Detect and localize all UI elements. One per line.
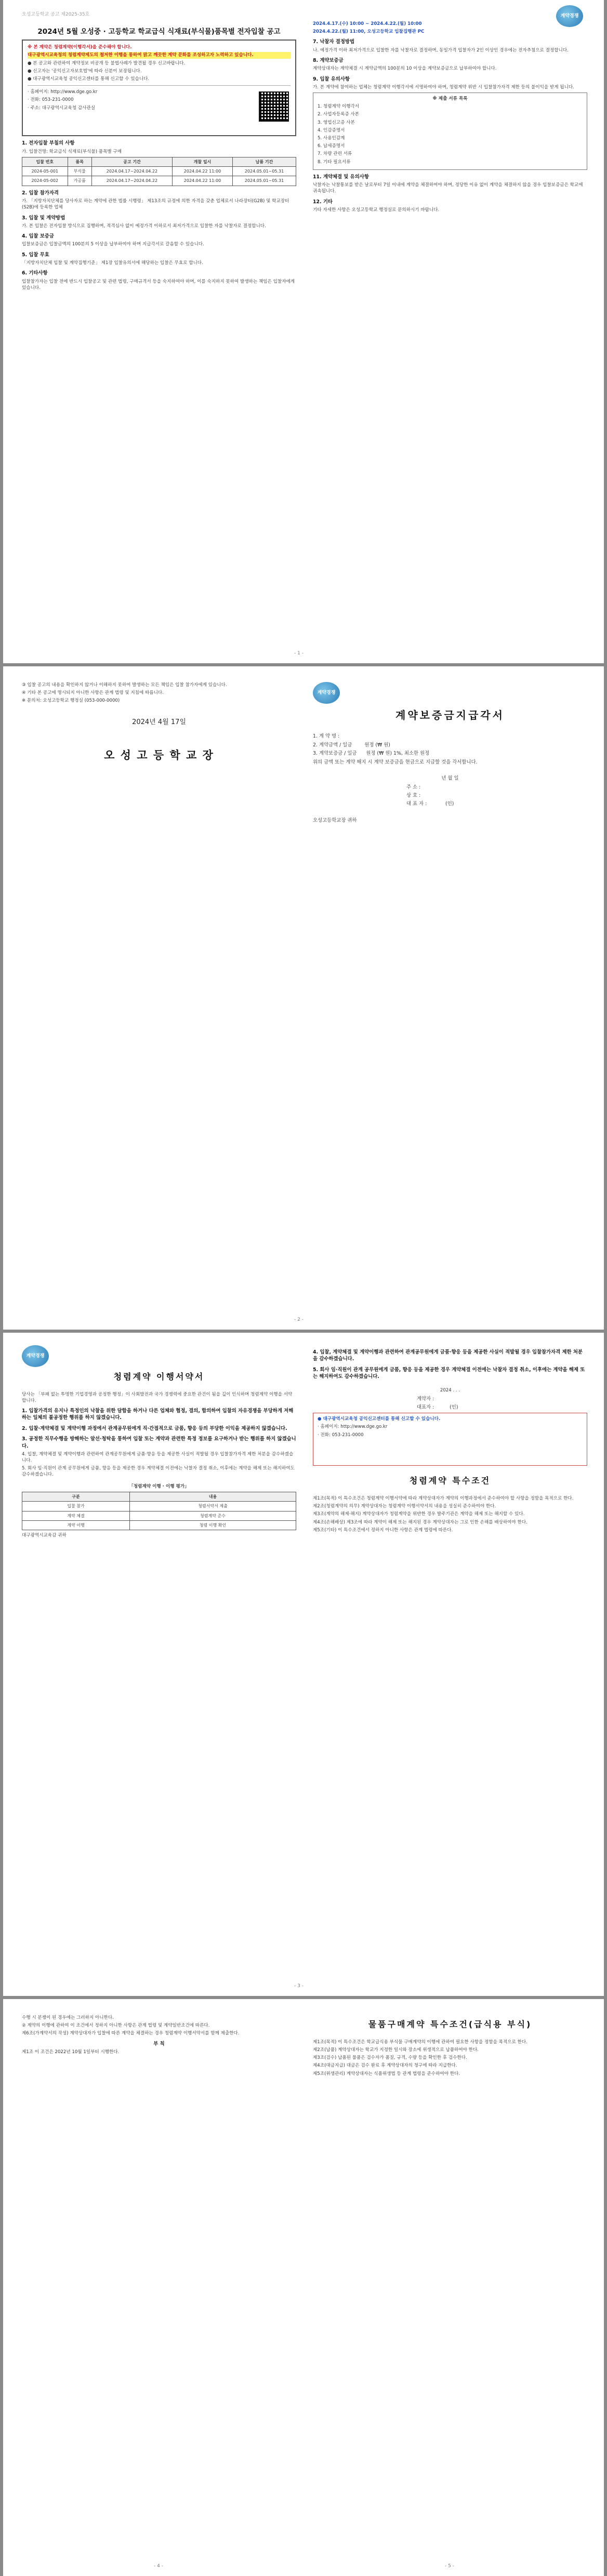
pledge-item-4-cont: 4. 입찰, 계약체결 및 계약이행과 관련하여 관계공무원에게 금품·향응 등을 제공한 사실이 적발될 경우 입찰참가자격 제한 처분을 감수하겠습니다.: [313, 1349, 583, 1362]
left-column: [22, 2015, 296, 2057]
notice-footer-1: · 홈페이지: http://www.dge.go.kr: [28, 89, 98, 95]
pledge-item-3: 3. 공정한 직무수행을 방해하는 알선·청탁을 통하여 입찰 또는 계약과 관련한 특정 정보를 요구하거나 받는 행위를 하지 않겠습니다.: [22, 1436, 296, 1449]
schedule-opening: 2024.4.22.(월) 11:00, 오성고등학교 입찰집행관 PC: [313, 29, 425, 35]
notice-page-4: [3, 1999, 604, 2576]
sign-address: 주 소 :: [406, 784, 421, 790]
pledge-date: 2024 . . .: [440, 1388, 460, 1394]
page-number: - 3 -: [294, 1983, 304, 1989]
pledge-representative: 대표자 : (인): [417, 1404, 458, 1410]
table-row: [22, 1502, 296, 1511]
sign-company: 상 호 :: [406, 793, 421, 799]
page-number-right: - 5 -: [445, 2564, 454, 2569]
contact-text: ※ 문의처: 오성고등학교 행정실 (053-000-0000): [22, 698, 120, 704]
required-docs-box: [313, 93, 587, 170]
addendum-title: 부 칙: [153, 2041, 165, 2047]
guarantee-body: 위의 금액 또는 계약 해지 시 계약 보증금을 현금으로 지급할 것을 각서합니다.: [313, 759, 478, 766]
left-text-2: ② 계약의 이행에 관하여 이 조건에서 정하지 아니한 사항은 관계 법령 및 계약일반조건에 따른다.: [22, 2023, 210, 2029]
edu-logo-icon: 계약경쟁: [313, 682, 340, 704]
bid-cell: 2024.04.17~2024.04.22: [91, 167, 172, 176]
guarantee-title: 계약보증금지급각서: [395, 709, 505, 721]
bid-cell: 2024.04.22 11:00: [172, 167, 232, 176]
integrity-notice-box: [22, 40, 296, 136]
section-11-title: 11. 계약체결 및 유의사항: [313, 174, 369, 180]
notice-line-3: ● 본 공고와 관련하여 계약정보 비공개 등 불법사례가 발견될 경우 신고바랍니다.: [28, 60, 186, 66]
guarantee-recipient: 오성고등학교장 귀하: [313, 817, 357, 823]
list-item: 2. 사업자등록증 사본: [318, 112, 360, 117]
list-item: 3. 영업신고증 사본: [318, 120, 355, 125]
section-7-text: 나. 예정가격 이하 최저가격으로 입찰한 자를 낙찰자로 결정하며, 동일가격 입찰자가 2인 이상인 경우에는 전자추첨으로 결정합니다.: [313, 47, 569, 53]
table-row: [22, 1511, 296, 1520]
bid-th: 납품 기간: [233, 157, 296, 166]
special-article-3: 제3조(계약의 해제·해지) 계약상대자가 청렴계약을 위반한 경우 발주기관은 계약을 해제 또는 해지할 수 있다.: [313, 1512, 525, 1517]
section-3-title: 3. 입찰 및 계약방법: [22, 215, 65, 221]
notice-date: 2024년 4월 17일: [132, 718, 186, 726]
docs-box-title: ※ 제출 서류 목록: [432, 96, 468, 102]
bid-th: 개찰 일시: [172, 157, 232, 166]
report-center-box: [313, 1413, 587, 1466]
pledge-cell: 청렴서약서 제출: [130, 1502, 296, 1511]
notice-footer-3: · 주소: 대구광역시교육청 감사관실: [28, 105, 96, 111]
notice-line-4: ● 신고자는 '공익신고자보호법'에 따라 신분이 보장됩니다.: [28, 68, 142, 74]
section-12-title: 12. 기타: [313, 199, 333, 205]
pledge-item-5-cont: 5. 회사 임·직원이 관계 공무원에게 금품, 향응 등을 제공한 경우 계약체결 이전에는 낙찰자 결정 취소, 이후에는 계약을 해제 또는 해지하여도 감수하겠습니다.: [313, 1366, 585, 1380]
notice-page-3: [3, 1333, 604, 1996]
pledge-cell: 청렴계약 준수: [130, 1511, 296, 1520]
integrity-pledge-title: 청렴계약 이행서약서: [113, 1372, 205, 1382]
bid-th: 품목: [68, 157, 91, 166]
purchase-special-title: 물품구매계약 특수조건(급식용 부식): [368, 2019, 532, 2029]
right-column: [313, 1345, 587, 1535]
bid-cell: 2024.05.01~05.31: [233, 176, 296, 186]
pledge-item-1: 1. 입찰가격의 유지나 특정인의 낙찰을 위한 담합을 하거나 다른 업체와 협정, 결의, 합의하여 입찰의 자유경쟁을 부당하게 저해하는 일체의 불공정한 행위를 하지 않겠습니다.: [22, 1408, 294, 1421]
list-item: 6. 납세증명서: [318, 143, 345, 149]
pledge-item-4: 4. 입찰, 계약체결 및 계약이행과 관련하여 관계공무원에게 금품·향응 등을 제공한 사실이 적발될 경우 입찰참가자격 제한 처분을 감수하겠습니다.: [22, 1451, 294, 1464]
bid-th: 입찰 번호: [22, 157, 68, 166]
page-number: - 1 -: [294, 651, 304, 656]
list-item: 8. 기타 필요서류: [318, 159, 351, 165]
section-2-text: 가. 「지방자치단체를 당사자로 하는 계약에 관한 법률 시행령」 제13조의 규정에 의한 자격을 갖춘 업체로서 나라장터(G2B) 및 학교장터(S2B)에 등록한 업체: [22, 199, 289, 211]
special-article-5: 제5조(기타) 이 특수조건에서 정하지 아니한 사항은 관계 법령에 따른다.: [313, 1527, 453, 1533]
pledge-item-5: 5. 회사 임·직원이 관계 공무원에게 금품, 향응 등을 제공한 경우 계약체결 이전에는 낙찰자 결정 취소, 이후에는 계약을 해제 또는 해지하여도 감수하겠습니다.: [22, 1466, 295, 1478]
left-column: [22, 682, 296, 764]
bid-cell: 2024.04.17~2024.04.22: [91, 176, 172, 186]
purchase-article-3: 제3조(검수) 납품된 물품은 검수자가 품질, 규격, 수량 등을 확인한 후 검수한다.: [313, 2055, 467, 2061]
pledge-th: 내용: [130, 1492, 296, 1501]
notice-line-5: ● 대구광역시교육청 공익신고센터를 통해 신고할 수 있습니다.: [28, 76, 150, 82]
bid-cell: 2024-05-001: [22, 167, 68, 176]
field-contract-name: 1. 계 약 명 :: [313, 733, 340, 740]
report-box-line-1: ● 대구광역시교육청 공익신고센터를 통해 신고할 수 있습니다.: [318, 1416, 441, 1422]
right-column: [313, 21, 587, 215]
sign-representative: 대 표 자 : (인): [406, 801, 454, 807]
left-text-1: 수행 시 분쟁이 된 경우에는 그러하지 아니한다.: [22, 2015, 114, 2020]
left-text-3: 제6조(가계약서의 작성) 계약상대자가 입찰에 따른 계약을 체결하는 경우 청렴계약 이행서약서를 함께 제출한다.: [22, 2031, 240, 2036]
qr-code-icon: [259, 91, 289, 122]
special-article-2: 제2조(청렴계약의 의무) 계약상대자는 청렴계약 이행서약서의 내용을 성실히 준수하여야 한다.: [313, 1504, 496, 1509]
integrity-special-title: 청렴계약 특수조건: [409, 1476, 491, 1486]
section-7-title: 7. 낙찰자 결정방법: [313, 39, 355, 45]
special-article-1: 제1조(목적) 이 특수조건은 청렴계약 이행서약에 따라 계약상대자가 계약의 이행과정에서 준수하여야 할 사항을 정함을 목적으로 한다.: [313, 1495, 574, 1501]
section-4-title: 4. 입찰 보증금: [22, 233, 54, 240]
purchase-article-4: 제4조(대금지급) 대금은 검수 완료 후 계약상대자의 청구에 따라 지급한다.: [313, 2063, 457, 2069]
list-item: 1. 청렴계약 이행각서: [318, 104, 360, 110]
section-12-text: 기타 자세한 사항은 오성고등학교 행정실로 문의하시기 바랍니다.: [313, 207, 440, 213]
notice-line-1: ※ 본 계약은 청렴계약(이행각서)을 준수해야 합니다.: [28, 45, 132, 50]
section-9-text: 가. 본 계약에 참여하는 업체는 청렴계약 이행각서에 서명하여야 하며, 청렴계약 위반 시 입찰참가자격 제한 등의 불이익을 받게 됩니다.: [313, 84, 574, 90]
pledge-cell: 청렴 이행 확인: [130, 1520, 296, 1530]
list-item: 7. 차량 관련 서류: [318, 151, 352, 157]
edu-logo-icon: 계약경쟁: [22, 1345, 49, 1367]
section-9-title: 9. 입찰 유의사항: [313, 76, 350, 82]
section-4-text: 입찰보증금은 입찰금액의 100분의 5 이상을 납부하여야 하며 지급각서로 갈음할 수 있습니다.: [22, 242, 204, 247]
field-guarantee-amount: 3. 계약보증금 / 일금 원정 (₩ 원) 1%, 최소한 원정: [313, 751, 430, 757]
notice-page-1: [3, 0, 604, 663]
pledge-table: [22, 1492, 296, 1530]
bid-cell: 2024-05-002: [22, 176, 68, 186]
field-contract-amount: 2. 계약금액 / 일금 원정 (₩ 원): [313, 742, 390, 748]
right-column: [313, 682, 587, 825]
section-2-title: 2. 입찰 참가자격: [22, 190, 59, 196]
page-number: - 2 -: [294, 1317, 304, 1322]
table-row: [22, 1520, 296, 1530]
bid-table: [22, 157, 296, 186]
notice-line-2: 대구광역시교육청의 청렴계약제도의 철저한 이행을 통하여 맑고 깨끗한 계약 문화를 조성하고자 노력하고 있습니다.: [28, 52, 291, 58]
bid-cell: 가공품: [68, 176, 91, 186]
list-item: 5. 사용인감계: [318, 136, 345, 141]
purchase-article-2: 제2조(납품) 계약상대자는 학교가 지정한 일시와 장소에 위생적으로 납품하여야 한다.: [313, 2047, 479, 2053]
bid-cell: 2024.04.22 11:00: [172, 176, 232, 186]
pledge-recipient: 대구광역시교육감 귀하: [22, 1533, 67, 1539]
section-5-text: 「지방자치단체 입찰 및 계약집행기준」 제1장 입찰유의서에 해당하는 입찰은 무효로 합니다.: [22, 260, 203, 266]
pledge-intro: 당사는 「부패 없는 투명한 기업경영과 공정한 행정」이 사회발전과 국가 경쟁력에 중요한 관건이 됨을 깊이 인식하며 청렴계약 이행을 서약합니다.: [22, 1391, 293, 1403]
report-box-line-3: · 전화: 053-231-0000: [318, 1432, 364, 1438]
section-8-text: 계약상대자는 계약체결 시 계약금액의 100분의 10 이상을 계약보증금으로 납부하여야 합니다.: [313, 66, 497, 72]
school-principal: 오 성 고 등 학 교 장: [104, 749, 214, 762]
left-column: [22, 1345, 296, 1541]
guarantee-date: 년 월 일: [441, 776, 459, 782]
special-article-4: 제4조(손해배상) 제3조에 따라 계약이 해제 또는 해지된 경우 계약상대자는 그로 인한 손해를 배상하여야 한다.: [313, 1519, 527, 1525]
pledge-cell: 입찰 참가: [22, 1502, 130, 1511]
pledge-contractor: 계약자 :: [417, 1396, 434, 1402]
closing-text-2: ④ 기타 본 공고에 명시되지 아니한 사항은 관계 법령 및 지침에 따릅니다.: [22, 690, 164, 696]
bid-th: 공고 기간: [91, 157, 172, 166]
schedule-period: 2024.4.17.(수) 10:00 ~ 2024.4.22.(월) 10:00: [313, 21, 422, 27]
closing-text-1: ③ 입찰 공고의 내용을 확인하지 않거나 이해하지 못하여 발생하는 모든 책임은 입찰 참가자에게 있습니다.: [22, 682, 227, 688]
notice-footer-2: · 전화: 053-231-0000: [28, 97, 74, 103]
section-5-title: 5. 입찰 무효: [22, 252, 49, 258]
report-box-line-2: · 홈페이지: http://www.dge.go.kr: [318, 1424, 388, 1430]
bid-cell: 부식물: [68, 167, 91, 176]
addendum-text: 제1조 이 조건은 2022년 10월 1일부터 시행한다.: [22, 2049, 120, 2055]
section-1-title: 1. 전자입찰 부칠의 사항: [22, 140, 75, 147]
purchase-article-5: 제5조(위생관리) 계약상대자는 식품위생법 등 관계 법령을 준수하여야 한다.: [313, 2071, 460, 2076]
section-1a: 가. 입찰건명: 학교급식 식재료(부식물) 품목별 구매: [22, 149, 122, 154]
list-item: 4. 인감증명서: [318, 127, 345, 133]
pledge-cell: 계약 이행: [22, 1520, 130, 1530]
notice-page-2: [3, 666, 604, 1330]
bid-cell: 2024.05.01~05.31: [233, 167, 296, 176]
section-6-text: 입찰참가자는 입찰 전에 반드시 입찰공고 및 관련 법령, 구매규격서 등을 숙지하여야 하며, 이를 숙지하지 못하여 발생하는 책임은 입찰자에게 있습니다.: [22, 279, 295, 291]
right-column: [313, 2015, 587, 2079]
edu-logo-icon: 계약경쟁: [556, 5, 583, 27]
pledge-table-title: 「청렴계약 이행 · 이행 평가」: [129, 1483, 189, 1489]
table-row: [22, 176, 296, 186]
purchase-article-1: 제1조(목적) 이 특수조건은 학교급식용 부식물 구매계약의 이행에 관하여 필요한 사항을 정함을 목적으로 한다.: [313, 2039, 527, 2045]
pledge-th: 구분: [22, 1492, 130, 1501]
section-3-text: 가. 본 입찰은 전자입찰 방식으로 집행하며, 적격심사 없이 예정가격 이하로서 최저가격으로 입찰한 자를 낙찰자로 결정합니다.: [22, 223, 266, 229]
section-8-title: 8. 계약보증금: [313, 57, 344, 63]
pledge-item-2: 2. 입찰·계약체결 및 계약이행 과정에서 관계공무원에게 직·간접적으로 금품, 향응 등의 부당한 이익을 제공하지 않겠습니다.: [22, 1425, 287, 1431]
page-number-left: - 4 -: [154, 2564, 163, 2569]
pledge-cell: 계약 체결: [22, 1511, 130, 1520]
section-11-text: 낙찰자는 낙찰통보를 받은 날로부터 7일 이내에 계약을 체결하여야 하며, 정당한 이유 없이 계약을 체결하지 않을 경우 입찰보증금은 학교에 귀속됩니다.: [313, 182, 583, 194]
notice-title: 2024년 5월 오성중 · 고등학교 학교급식 식재료(부식물)품목별 전자입찰 공고: [37, 28, 281, 36]
table-row: [22, 167, 296, 176]
section-6-title: 6. 기타사항: [22, 270, 48, 277]
doc-header-left: 오성고등학교 공고 제2025-35호: [22, 12, 90, 17]
left-column: [22, 21, 296, 293]
